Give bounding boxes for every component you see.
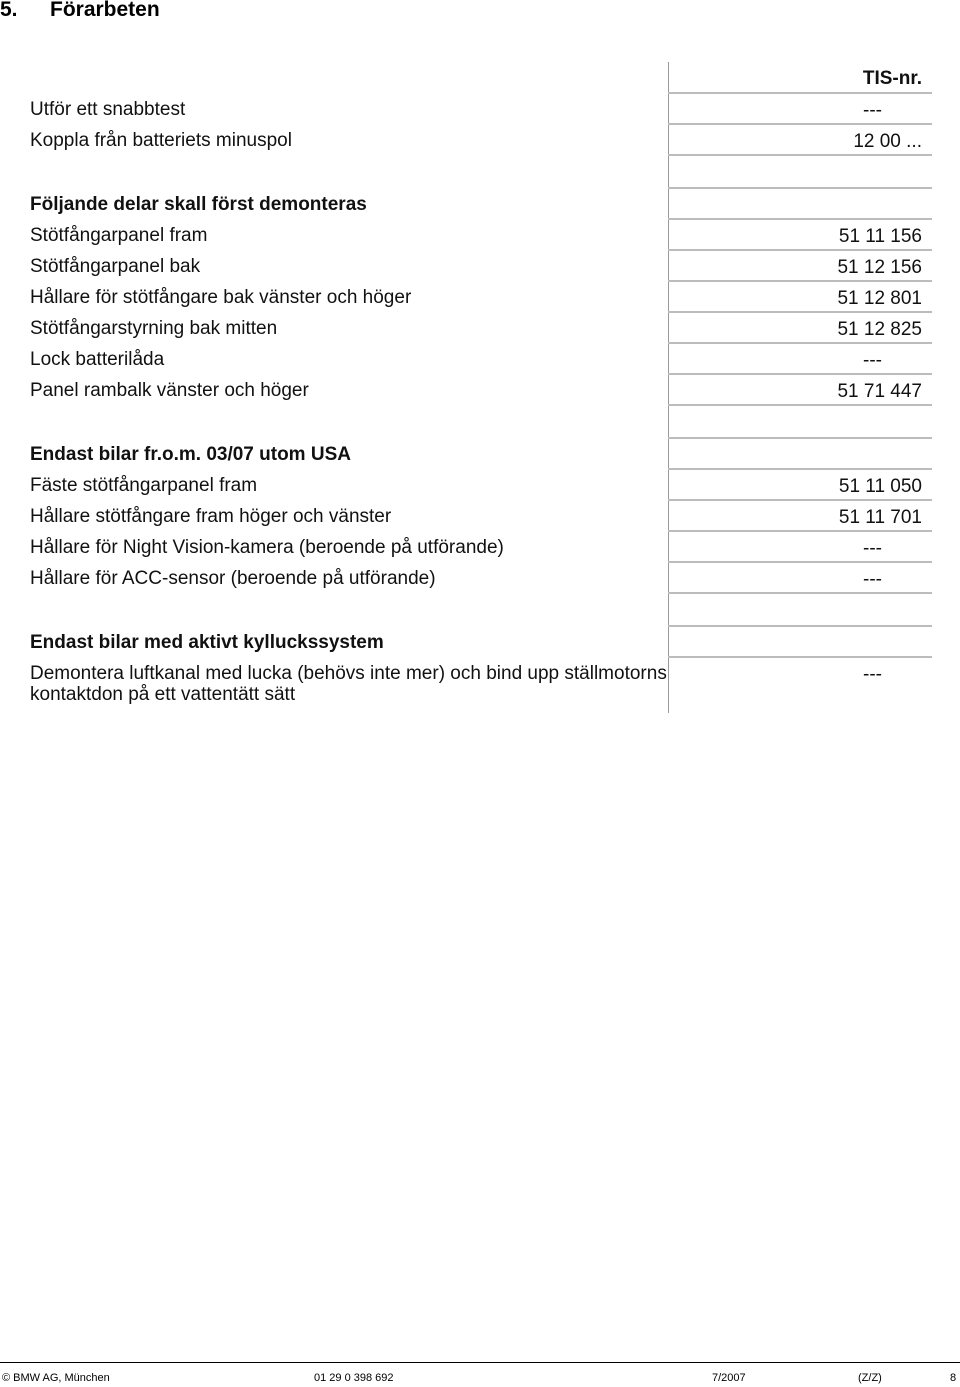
spacer-row [30, 405, 932, 438]
tis-column-header: TIS-nr. [668, 62, 932, 93]
row-description: Stötfångarpanel bak [30, 256, 201, 277]
footer-code: (Z/Z) [858, 1372, 882, 1384]
footer-copyright: © BMW AG, München [2, 1372, 110, 1384]
table-row [30, 219, 932, 250]
row-description: Stötfångarpanel fram [30, 225, 208, 246]
row-tis-number: 51 12 825 [668, 312, 932, 343]
row-tis-number: 51 11 050 [668, 469, 932, 500]
table-row [30, 562, 932, 593]
row-tis-number: --- [668, 531, 932, 562]
row-description: Hållare för Night Vision-kamera (beroende på utförande) [30, 537, 504, 558]
table-row [30, 124, 932, 155]
row-description: Hållare stötfångare fram höger och vänster [30, 506, 392, 527]
row-tis-number: 51 11 156 [668, 219, 932, 250]
row-tis-number: 51 12 801 [668, 281, 932, 312]
section-number: 5. [0, 0, 18, 21]
row-description: Panel rambalk vänster och höger [30, 380, 309, 401]
footer-page-number: 8 [950, 1372, 957, 1384]
row-description: Hållare för stötfångare bak vänster och höger [30, 287, 412, 308]
section-title: Förarbeten [50, 0, 160, 21]
row-description: Koppla från batteriets minuspol [30, 130, 292, 151]
section-heading [0, 0, 160, 22]
section-title: Följande delar skall först demonteras [30, 194, 367, 215]
row-tis-number: --- [668, 343, 932, 374]
page-footer [0, 1362, 960, 1387]
row-description: Utför ett snabbtest [30, 99, 186, 120]
footer-date: 7/2007 [712, 1372, 746, 1384]
table-row [30, 93, 932, 124]
table-row [30, 657, 932, 713]
row-tis-number: 51 71 447 [668, 374, 932, 405]
section-title-row [30, 188, 932, 219]
table-row [30, 343, 932, 374]
row-description: Fäste stötfångarpanel fram [30, 475, 258, 496]
procedure-table [30, 62, 932, 713]
table-row [30, 250, 932, 281]
table-row [30, 281, 932, 312]
table-row [30, 312, 932, 343]
row-tis-number: --- [668, 562, 932, 593]
row-description: Demontera luftkanal med lucka (behövs inte mer) och bind upp ställmotorns kontaktdon på ett vattentätt sätt [30, 663, 667, 705]
footer-doc-number: 01 29 0 398 692 [314, 1372, 394, 1384]
row-tis-number: --- [668, 93, 932, 124]
table-row [30, 469, 932, 500]
row-tis-number: --- [668, 657, 932, 713]
section-title: Endast bilar fr.o.m. 03/07 utom USA [30, 444, 351, 465]
row-description: Stötfångarstyrning bak mitten [30, 318, 278, 339]
section-title: Endast bilar med aktivt kylluckssystem [30, 632, 384, 653]
table-row [30, 374, 932, 405]
table-header-row [30, 62, 932, 93]
table-row [30, 500, 932, 531]
row-description: Lock batterilåda [30, 349, 165, 370]
spacer-row [30, 593, 932, 626]
row-tis-number: 51 11 701 [668, 500, 932, 531]
spacer-row [30, 155, 932, 188]
section-title-row [30, 626, 932, 657]
section-title-row [30, 438, 932, 469]
row-description: Hållare för ACC-sensor (beroende på utförande) [30, 568, 436, 589]
row-tis-number: 12 00 ... [668, 124, 932, 155]
table-row [30, 531, 932, 562]
row-tis-number: 51 12 156 [668, 250, 932, 281]
